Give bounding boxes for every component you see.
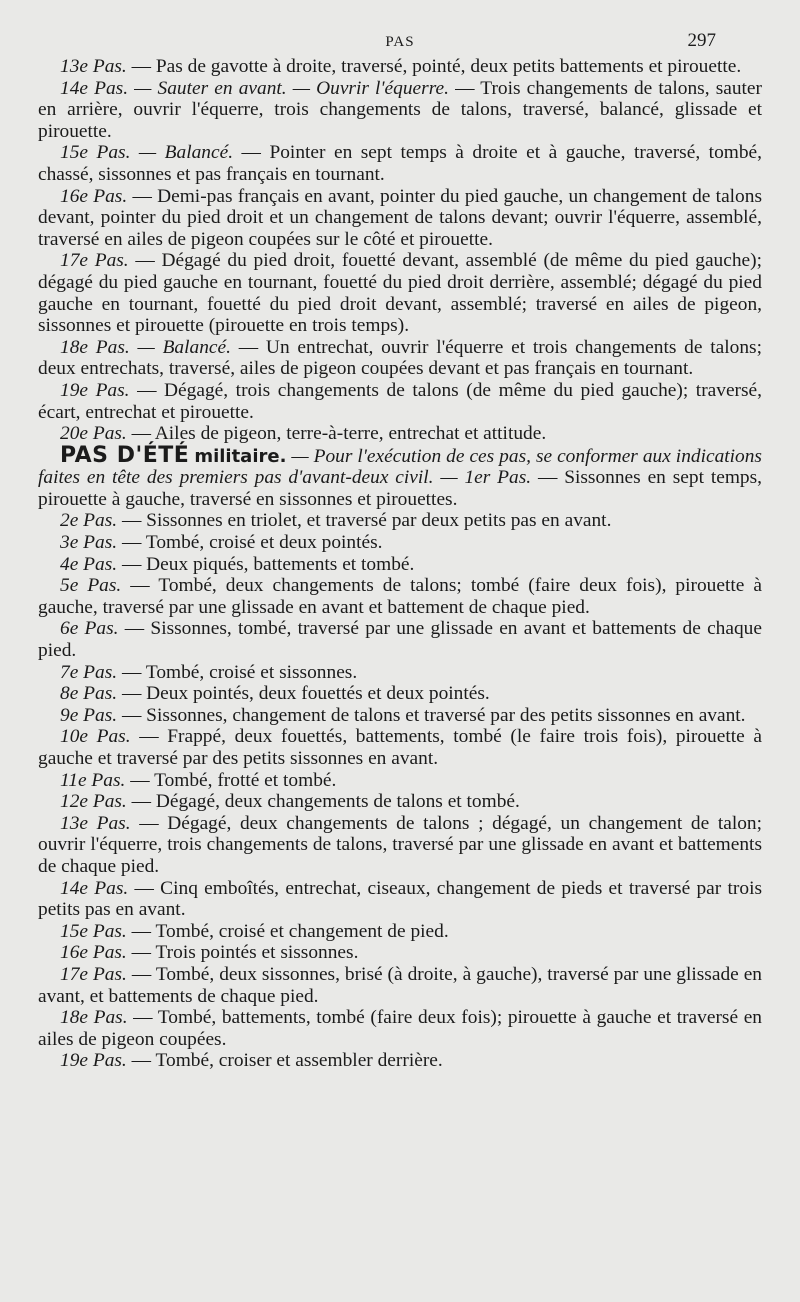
entry-text: — Tombé, croisé et deux pointés. [117, 532, 383, 554]
entry-text: — Dégagé, trois changements de talons (de même du pied gauche); traversé, écart, entrechat et pirouette. [38, 379, 763, 423]
entry-text: — Tombé, croiser et assembler derrière. [126, 1050, 443, 1072]
entry-number: 19e Pas. [60, 379, 130, 401]
entry-text: — Dégagé du pied droit, fouetté devant, assemblé (de même du pied gauche); dégagé du pied gauche en tournant, fouetté du pied droit derrière, assemblé; dégagé du pied gauche en tournant, fouetté du pied droit devant, assemblé; traversé en ailes de pigeon, sissonnes et pirouette (pirouette en trois temps). [38, 250, 762, 337]
entry-text: — Trois pointés et sissonnes. [126, 942, 359, 964]
running-title: PAS [385, 34, 415, 50]
entry-number: 18e Pas. [60, 336, 130, 358]
dance-step-entry [38, 554, 762, 576]
dance-step-entry [38, 683, 762, 705]
entry-number: 18e Pas. [60, 1007, 128, 1029]
entry-text: — Pas de gavotte à droite, traversé, pointé, deux petits battements et pirouette. [126, 56, 742, 77]
dance-step-entry [38, 337, 762, 380]
entry-number: 20e Pas. [60, 423, 127, 445]
dance-step-entry [38, 964, 762, 1007]
entry-lead: — Sauter en avant. — Ouvrir l'équerre. [128, 77, 449, 99]
section-heading: PAS D'ÉTÉ [60, 442, 190, 468]
dance-step-entry [38, 770, 762, 792]
entry-number: 19e Pas. [60, 1050, 127, 1072]
entry-text: — Frappé, deux fouettés, battements, tombé (le faire trois fois), pirouette à gauche et traversé par des petits sissonnes en avant. [38, 726, 762, 769]
entry-number: 4e Pas. [60, 553, 118, 575]
dance-step-entry [38, 186, 762, 251]
dance-step-entry [38, 380, 762, 423]
entry-text: — Deux piqués, battements et tombé. [117, 553, 415, 575]
body-text [38, 56, 762, 1072]
entry-text: — Tombé, frotté et tombé. [125, 769, 337, 791]
entry-text: — Sissonnes en sept temps, pirouette à gauche, traversé en sissonnes et pirouettes. [38, 467, 762, 510]
dance-step-entry [38, 56, 762, 78]
dance-step-entry [38, 726, 762, 769]
dance-step-entry [38, 942, 762, 964]
entry-text: — Tombé, deux sissonnes, brisé (à droite, à gauche), traversé par une glissade en avant, et battements de chaque pied. [38, 963, 763, 1007]
entry-number: 16e Pas. [60, 942, 127, 964]
entry-text: — Tombé, croisé et sissonnes. [117, 661, 358, 683]
entry-lead: — Balancé. [130, 142, 234, 164]
entry-text: — Deux pointés, deux fouettés et deux pointés. [117, 683, 490, 705]
section-subheading: militaire. [194, 445, 287, 467]
entry-number: 9e Pas. [60, 704, 118, 726]
dance-step-entry [38, 575, 762, 618]
dance-step-entry [38, 705, 762, 727]
entry-number: 13e Pas. [60, 812, 131, 834]
entry-number: 14e Pas. [60, 77, 129, 99]
entry-number: 13e Pas. [60, 56, 127, 77]
entry-text: — Sissonnes, changement de talons et traversé par des petits sissonnes en avant. [117, 704, 746, 726]
dance-step-entry [38, 250, 762, 336]
entry-number: 10e Pas. [60, 726, 131, 748]
civil-entries [38, 56, 762, 445]
dance-step-entry [38, 813, 762, 878]
dance-step-entry [38, 921, 762, 943]
running-header [38, 30, 762, 56]
section-intro-text: — Pour l'exécution de ces pas, se conformer aux indications faites en tête des premiers pas d'avant-deux civil. — [38, 445, 762, 489]
entry-text: — Sissonnes en triolet, et traversé par deux petits pas en avant. [117, 510, 612, 532]
dance-step-entry [38, 1050, 762, 1072]
dance-step-entry [38, 78, 762, 143]
entry-number: 15e Pas. [60, 142, 131, 164]
entry-lead: — Balancé. [129, 336, 231, 358]
entry-number: 1er Pas. [464, 467, 532, 489]
entry-number: 15e Pas. [60, 920, 127, 942]
entry-number: 16e Pas. [60, 185, 128, 207]
entry-number: 6e Pas. [60, 618, 119, 640]
dance-step-entry [38, 618, 762, 661]
entry-number: 7e Pas. [60, 661, 118, 683]
entry-number: 14e Pas. [60, 877, 129, 899]
entry-text: — Pointer en sept temps à droite et à gauche, traversé, tombé, chassé, sissonnes et pas français en tournant. [38, 142, 762, 185]
dance-step-entry [38, 532, 762, 554]
dance-step-entry [38, 423, 762, 445]
entry-text: — Tombé, battements, tombé (faire deux fois); pirouette à gauche et traversé en ailes de pigeon coupées. [38, 1007, 762, 1050]
entry-text: — Dégagé, deux changements de talons et tombé. [126, 791, 520, 813]
page-number: 297 [687, 30, 716, 51]
dance-step-entry [38, 878, 762, 921]
entry-number: 2e Pas. [60, 510, 118, 532]
military-entries [38, 510, 762, 1071]
entry-number: 11e Pas. [60, 769, 126, 791]
entry-text: — Demi-pas français en avant, pointer du pied gauche, un changement de talons devant, pointer du pied droit et un changement de talons devant; ouvrir l'équerre, assemblé, traversé en ailes de pigeon coupées sur le côté et pirouette. [38, 185, 762, 250]
entry-text: — Sissonnes, tombé, traversé par une glissade en avant et battements de chaque pied. [38, 618, 762, 662]
dance-step-entry [38, 1007, 762, 1050]
dance-step-entry [38, 662, 762, 684]
entry-text: — Tombé, croisé et changement de pied. [126, 920, 449, 942]
entry-number: 3e Pas. [60, 532, 118, 554]
entry-text: — Tombé, deux changements de talons; tombé (faire deux fois), pirouette à gauche, traversé par une glissade en avant et battement de chaque pied. [38, 575, 762, 618]
dance-step-entry [38, 142, 762, 185]
entry-number: 12e Pas. [60, 791, 127, 813]
dance-step-entry [38, 510, 762, 532]
dance-step-entry [38, 791, 762, 813]
entry-text: — Trois changements de talons, sauter en arrière, ouvrir l'équerre, trois changements de talons, traversé, balancé, glissade et pirouette. [38, 77, 762, 142]
entry-text: — Un entrechat, ouvrir l'équerre et trois changements de talons; deux entrechats, traversé, ailes de pigeon coupées devant et pas français en tournant. [38, 336, 762, 380]
entry-number: 17e Pas. [60, 963, 127, 985]
military-section-intro [38, 442, 762, 511]
entry-number: 8e Pas. [60, 683, 118, 705]
entry-text: — Dégagé, deux changements de talons ; dégagé, un changement de talon; ouvrir l'équerre, trois changements de talons, traversé par une glissade en avant et battements de chaque pied. [38, 812, 762, 877]
entry-text: — Cinq emboîtés, entrechat, ciseaux, changement de pieds et traversé par trois petits pas en avant. [38, 877, 762, 921]
entry-number: 5e Pas. [60, 575, 122, 597]
entry-text: — Ailes de pigeon, terre-à-terre, entrechat et attitude. [126, 423, 547, 445]
entry-number: 17e Pas. [60, 250, 129, 272]
